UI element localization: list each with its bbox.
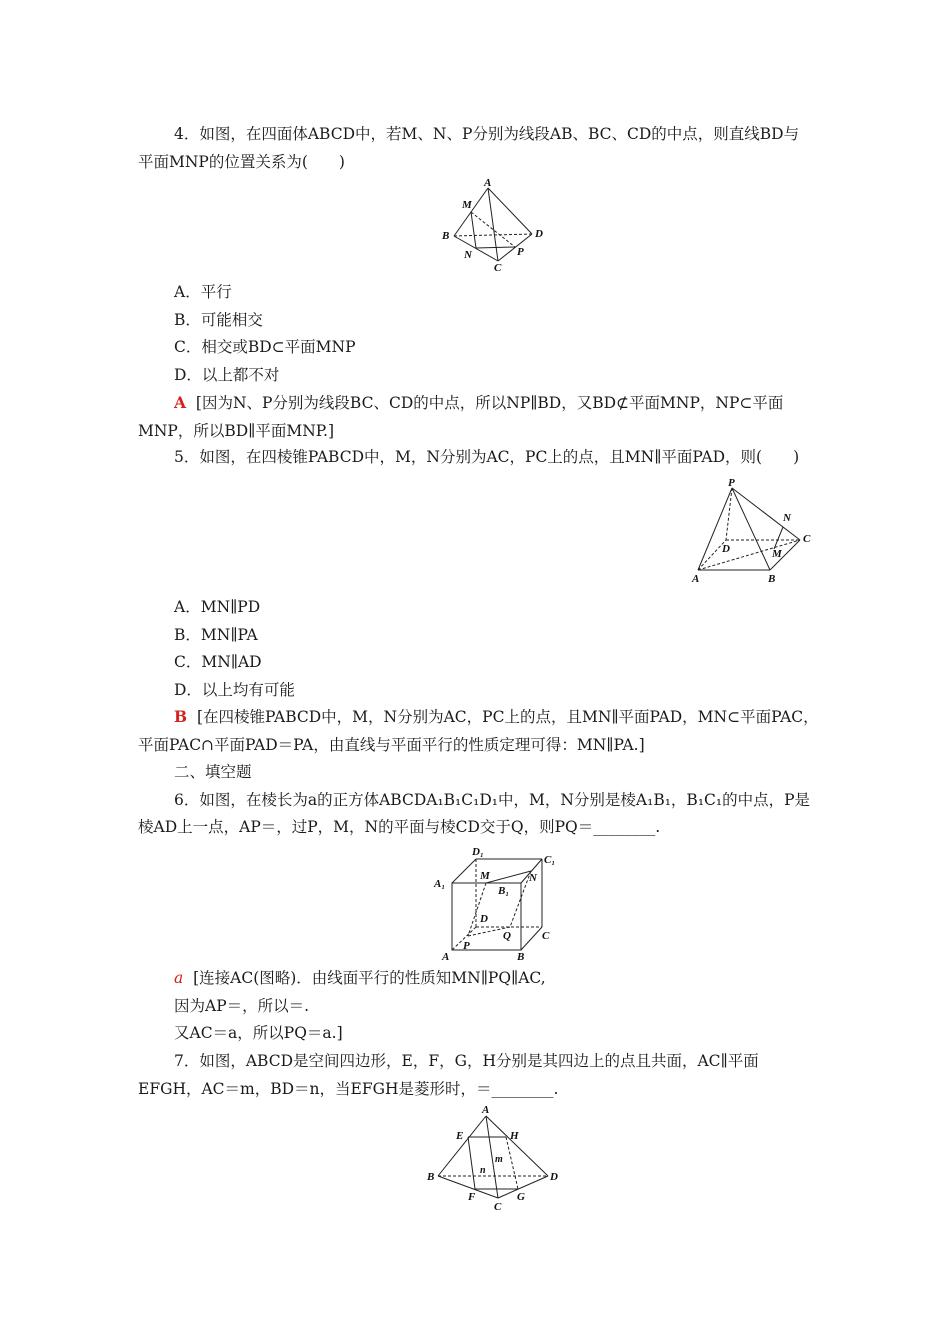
q7-stem-line2: EFGH，AC＝m，BD＝n，当EFGH是菱形时，＝________. (138, 1080, 559, 1098)
q5-explain-line1: [在四棱锥PABCD中，M，N分别为AC，PC上的点，且MN∥平面PAD，MN⊂平面PAC， (196, 708, 819, 726)
q6-fig-label-n: N (529, 872, 537, 884)
q4-option-b: B．可能相交 (174, 311, 263, 329)
q5-stem: 5．如图，在四棱锥PABCD中，M，N分别为AC，PC上的点，且MN∥平面PAD，则( ) (174, 448, 800, 466)
q6-answer-line1 (174, 967, 850, 989)
q4-stem-line2: 平面MNP的位置关系为( ) (138, 153, 345, 171)
q7-fig-label-n: n (480, 1165, 486, 1176)
q5-option-a: A．MN∥PD (174, 598, 261, 616)
q4-explain-line1: [因为N、P分别为线段BC、CD的中点，所以NP∥BD，又BD⊄平面MNP，NP⊂平面 (195, 394, 784, 412)
q6-fig-label-c: C (542, 930, 550, 942)
q5-fig-label-c: C (803, 533, 811, 545)
q4-tetrahedron-figure (438, 176, 548, 272)
q6-fig-label-c1: C₁ (544, 854, 556, 866)
q4-stem-line1: 4．如图，在四面体ABCD中，若M、N、P分别为线段AB、BC、CD的中点，则直线BD与 (174, 125, 800, 143)
q5-fig-label-n: N (783, 512, 791, 524)
q6-fig-label-a: A (442, 951, 450, 961)
q5-pyramid-figure (688, 476, 818, 588)
q7-fig-label-a: A (482, 1104, 490, 1116)
q4-fig-label-m: M (462, 199, 472, 211)
q4-option-c: C．相交或BD⊂平面MNP (174, 338, 356, 356)
q5-fig-label-p: P (728, 477, 735, 489)
q5-option-b: B．MN∥PA (174, 626, 258, 644)
q6-explain-line2: 因为AP＝，所以＝. (174, 997, 310, 1015)
q4-fig-label-c: C (494, 262, 502, 272)
q5-fig-label-a: A (692, 573, 700, 585)
q7-fig-label-f: F (468, 1191, 476, 1203)
section-heading-fill-in: 二、填空题 (174, 763, 252, 781)
q4-explain-line2: MNP，所以BD∥平面MNP.] (138, 422, 335, 440)
q6-fig-label-d1: D₁ (472, 846, 484, 858)
q6-explain-line3: 又AC＝a，所以PQ＝a.] (174, 1024, 343, 1042)
q7-fig-label-b: B (427, 1171, 435, 1183)
q7-stem-line1: 7．如图，ABCD是空间四边形，E，F，G，H分别是其四边上的点且共面，AC∥平面 (174, 1052, 759, 1070)
q7-fig-label-m: m (495, 1154, 503, 1165)
q7-fig-label-g: G (517, 1191, 525, 1203)
q4-answer-line1 (174, 392, 850, 414)
q6-fig-label-b: B (517, 951, 525, 961)
q4-fig-label-a: A (484, 177, 492, 189)
q7-fig-label-e: E (456, 1130, 464, 1142)
q6-cube-figure (430, 843, 560, 961)
q5-fig-label-d: D (722, 543, 730, 555)
q5-fig-label-b: B (768, 573, 776, 585)
q5-answer-line1 (174, 706, 850, 728)
q4-fig-label-b: B (442, 230, 450, 242)
q4-fig-label-p: P (517, 246, 524, 258)
q4-option-d: D．以上都不对 (174, 366, 280, 384)
q7-fig-label-h: H (510, 1130, 519, 1142)
q4-fig-label-n: N (464, 249, 472, 261)
q6-fig-label-a1: A₁ (434, 878, 446, 890)
q7-fig-label-c: C (494, 1201, 502, 1213)
q5-option-c: C．MN∥AD (174, 653, 262, 671)
q5-fig-label-m: M (772, 548, 782, 560)
q6-fig-label-p: P (463, 940, 470, 952)
q5-explain-line2: 平面PAC∩平面PAD＝PA，由直线与平面平行的性质定理可得：MN∥PA.] (138, 736, 645, 754)
q6-stem-line2: 棱AD上一点，AP＝，过P，M，N的平面与棱CD交于Q，则PQ＝________. (138, 818, 661, 836)
q4-option-a: A．平行 (174, 283, 232, 301)
q6-fig-label-b1: B₁ (498, 885, 510, 897)
q6-fig-label-d: D (480, 913, 488, 925)
q7-space-quadrilateral-figure (424, 1102, 564, 1214)
q4-fig-label-d: D (535, 228, 543, 240)
q5-option-d: D．以上均有可能 (174, 681, 295, 699)
q6-fig-label-m: M (480, 870, 490, 882)
q6-fig-label-q: Q (503, 930, 511, 942)
q6-explain-line1: [连接AC(图略)．由线面平行的性质知MN∥PQ∥AC, (193, 969, 546, 987)
q4-answer-letter: A (174, 393, 187, 412)
q7-fig-label-d: D (550, 1171, 558, 1183)
q5-answer-letter: B (174, 707, 188, 726)
q6-stem-line1: 6．如图，在棱长为a的正方体ABCDA₁B₁C₁D₁中，M，N分别是棱A₁B₁，B₁C₁的中点，P是 (174, 791, 811, 809)
q6-answer-letter: a (174, 969, 184, 987)
